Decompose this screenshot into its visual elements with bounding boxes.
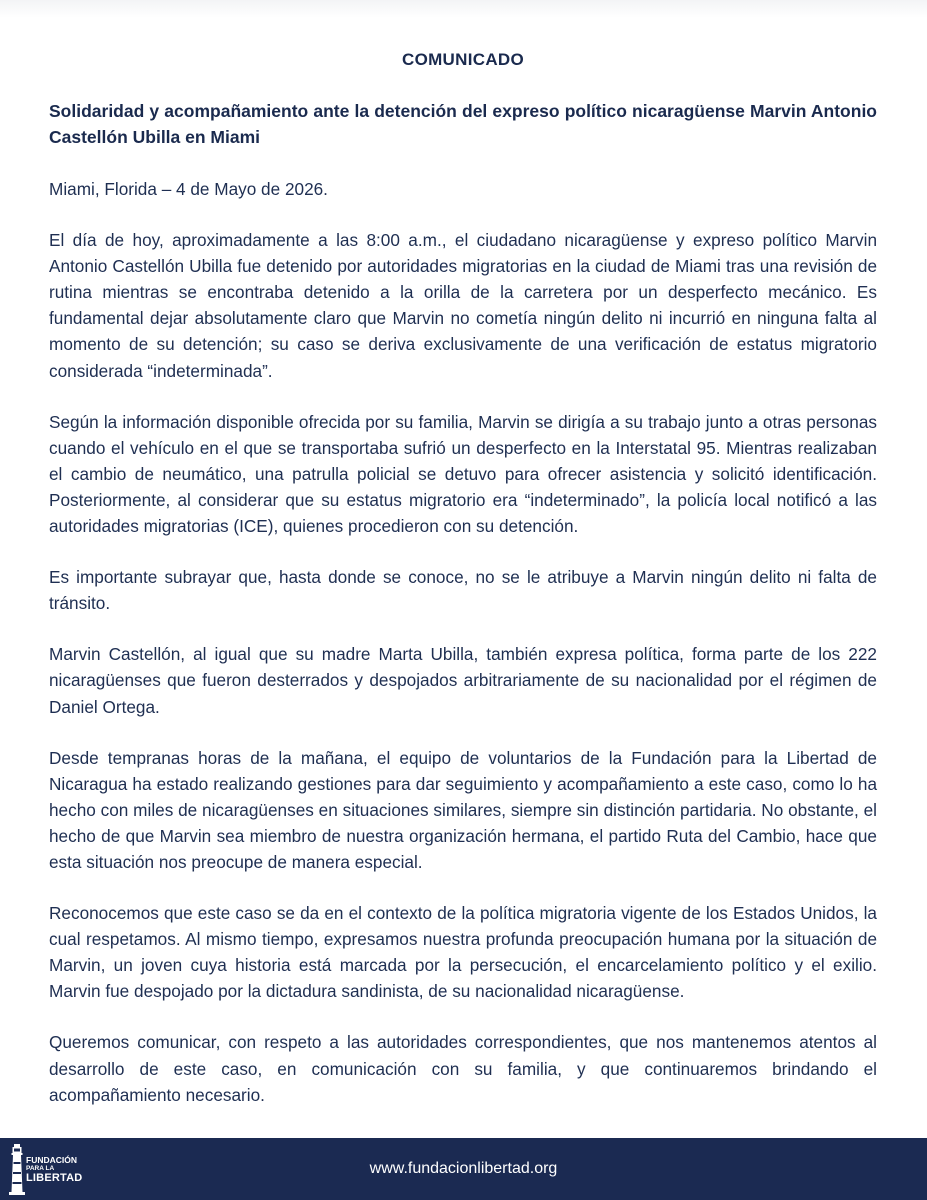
- website-link[interactable]: www.fundacionlibertad.org: [369, 1160, 558, 1177]
- document-body: [49, 50, 877, 1184]
- paragraph-4: Marvin Castellón, al igual que su madre Marta Ubilla, también expresa política, forma parte de los 222 nicaragüenses que fueron desterrados y despojados arbitrariamente de su nacionalidad por el régimen de Daniel Ortega.: [49, 644, 877, 717]
- logo-line-3: LIBERTAD: [26, 1172, 83, 1184]
- paragraph-5: Desde tempranas horas de la mañana, el equipo de voluntarios de la Fundación para la Libertad de Nicaragua ha estado realizando gestiones para dar seguimiento y acompañamiento a este caso, como lo ha hecho con miles de nicaragüenses en situaciones similares, siempre sin distinción partidaria. No obstante, el hecho de que Marvin sea miembro de nuestra organización hermana, el partido Ruta del Cambio, hace que esta situación nos preocupe de manera especial.: [49, 747, 877, 872]
- paragraph-3: Es importante subrayar que, hasta donde se conoce, no se le atribuye a Marvin ningún delito ni falta de tránsito.: [49, 567, 877, 614]
- document-heading: COMUNICADO: [402, 50, 524, 69]
- paragraph-2: Según la información disponible ofrecida por su familia, Marvin se dirigía a su trabajo junto a otras personas cuando el vehículo en el que se transportaba sufrió un desperfecto en la Interstatal 95. Mientras realizaban el cambio de neumático, una patrulla policial se detuvo para ofrecer asistencia y solicitó identificación. Posteriormente, al considerar que su estatus migratorio era “indeterminado”, la policía local notificó a las autoridades migratorias (ICE), quienes procedieron con su detención.: [49, 411, 877, 537]
- dateline: Miami, Florida – 4 de Mayo de 2026.: [49, 179, 328, 199]
- paragraph-7: Queremos comunicar, con respeto a las autoridades correspondientes, que nos mantenemos atentos al desarrollo de este caso, en comunicación con su familia, y que continuaremos brindando el acompañamiento necesario.: [49, 1032, 877, 1105]
- logo-line-1: FUNDACIÓN: [26, 1155, 77, 1165]
- document-subheading: Solidaridad y acompañamiento ante la detención del expreso político nicaragüense Marvin Antonio Castellón Ubilla en Miami: [49, 101, 877, 147]
- top-band: [0, 0, 927, 18]
- paragraph-6: Reconocemos que este caso se da en el contexto de la política migratoria vigente de los Estados Unidos, la cual respetamos. Al mismo tiempo, expresamos nuestra profunda preocupación humana por la situación de Marvin, un joven cuya historia está marcada por la persecución, el encarcelamiento político y el exilio. Marvin fue despojado por la dictadura sandinista, de su nacionalidad nicaragüense.: [49, 903, 877, 1002]
- logo-line-2: PARA LA: [26, 1165, 55, 1172]
- paragraph-1: El día de hoy, aproximadamente a las 8:00 a.m., el ciudadano nicaragüense y expreso político Marvin Antonio Castellón Ubilla fue detenido por autoridades migratorias en la ciudad de Miami tras una revisión de rutina mientras se encontraba detenido a la orilla de la carretera por un desperfecto mecánico. Es fundamental dejar absolutamente claro que Marvin no cometía ningún delito ni incurrió en ninguna falta al momento de su detención; su caso se deriva exclusivamente de una verificación de estatus migratorio considerada “indeterminada”.: [49, 230, 877, 381]
- footer-bar: [0, 1138, 927, 1200]
